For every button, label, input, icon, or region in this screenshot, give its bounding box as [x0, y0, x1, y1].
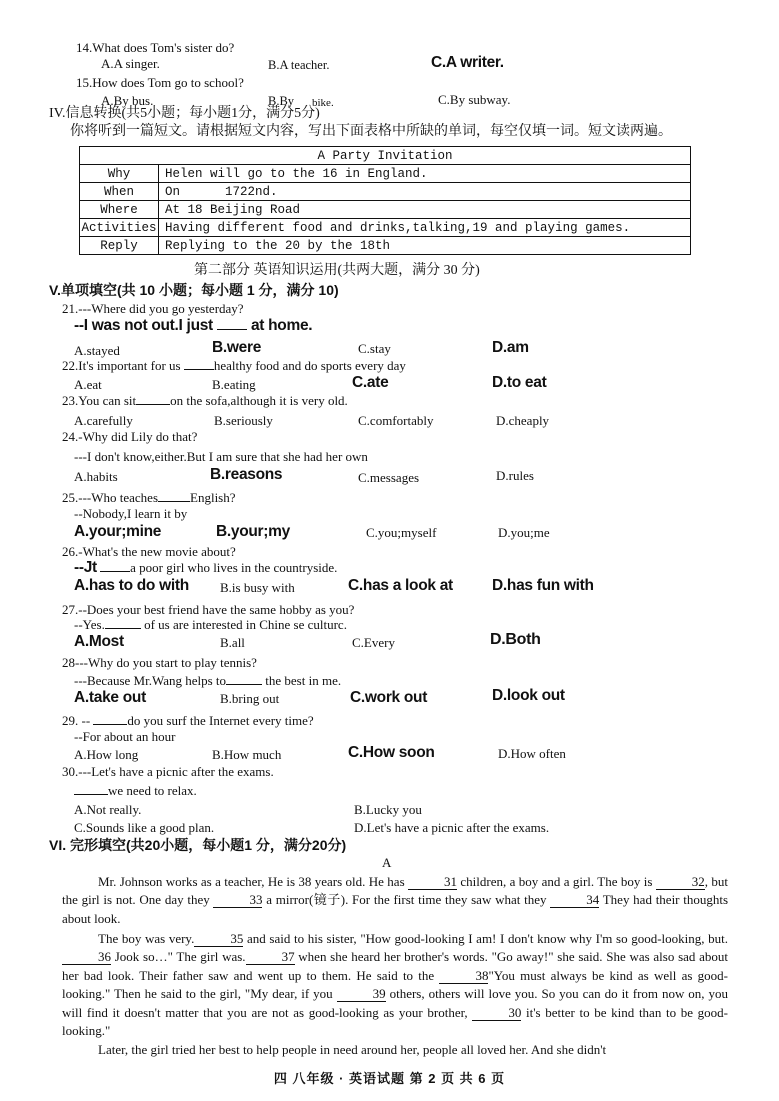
- q24-line2: ---I don't know,either.But I am sure that she had her own: [74, 449, 368, 464]
- p1e: They had their thoughts about look.: [62, 892, 729, 926]
- p3: Later, the girl tried her best to help people in need around her, people all loved her. And she didn't: [98, 1042, 607, 1057]
- q24-option-a: A.habits: [74, 469, 118, 484]
- row-value: At 18 Beijing Road: [159, 201, 691, 219]
- q26-line2a: --Jt: [74, 559, 97, 576]
- q26-option-d: D.has fun with: [492, 577, 594, 594]
- q22-stem-b: healthy food and do sports every day: [213, 358, 406, 373]
- q27-option-d: D.Both: [490, 631, 541, 648]
- q28-line2b: the best in me.: [265, 673, 342, 688]
- row-value: On 1722nd.: [159, 183, 691, 201]
- q25-option-a: A.your;mine: [74, 523, 162, 540]
- q25-stem-a: 25.---Who teaches: [62, 490, 159, 505]
- q21-stem: 21.---Where did you go yesterday?: [62, 301, 244, 316]
- blank-34: 34: [550, 893, 599, 908]
- p2e: "You must always be kind as well as good-looking." Then he said to the girl, "My dear, if you: [62, 967, 729, 1002]
- q14-option-c: C.A writer.: [431, 54, 504, 71]
- q27-stem: 27.--Does your best friend have the same hobby as you?: [62, 602, 355, 617]
- q24-stem: 24.-Why did Lily do that?: [62, 429, 198, 444]
- q21-line2b: at home.: [250, 317, 313, 334]
- table-title: A Party Invitation: [80, 147, 691, 165]
- passage-paragraph-2: [62, 930, 728, 1040]
- q29-option-b: B.How much: [212, 747, 282, 762]
- q15-stem: 15.How does Tom go to school?: [76, 75, 244, 90]
- q15-option-b: B.By: [268, 94, 295, 108]
- table-title-row: [80, 147, 691, 165]
- q26-line2: [74, 560, 337, 576]
- q28-option-c: C.work out: [350, 689, 428, 706]
- q22-option-a: A.eat: [74, 377, 102, 392]
- section-4-title: IV.信息转换(共5小题；每小题1分，满分5分): [49, 106, 320, 121]
- q22-option-b: B.eating: [212, 377, 256, 392]
- q25-option-c: C.you;myself: [366, 525, 437, 540]
- q14-option-b: B.A teacher.: [268, 58, 330, 72]
- invitation-table: [79, 146, 691, 255]
- p2d: when she heard her brother's words. "Go away!" she said. She was also sad about her bad look. Their father saw and went up to them. He said to the: [62, 949, 729, 983]
- section-5-title: V.单项填空(共 10 小题；每小题 1 分，满分 10): [49, 282, 339, 298]
- q24-option-c: C.messages: [358, 470, 420, 485]
- q25-stem-b: English?: [190, 490, 236, 505]
- section-4-instruction: 你将听到一篇短文。请根据短文内容，写出下面表格中所缺的单词，每空仅填一词。短文读两遍。: [70, 124, 672, 139]
- q23-option-c: C.comfortably: [358, 413, 434, 428]
- q28-option-b: B.bring out: [220, 691, 280, 706]
- row-value: Having different food and drinks,talking,19 and playing games.: [159, 219, 691, 237]
- q30-option-a: A.Not really.: [74, 802, 142, 817]
- q22-option-d: D.to eat: [492, 374, 547, 391]
- q22-option-c: C.ate: [352, 374, 389, 391]
- blank-33: 33: [213, 893, 262, 908]
- p1c: , but the girl is not. One day they: [62, 874, 729, 908]
- q29-stem-a: 29. --: [62, 713, 91, 728]
- q21-option-b: B.were: [212, 339, 262, 356]
- passage-paragraph-1: [62, 873, 728, 928]
- q28-line2a: ---Because Mr.Wang helps to: [74, 673, 227, 688]
- blank-32: 32: [656, 875, 705, 890]
- q25-line2: --Nobody,I learn it by: [74, 506, 188, 521]
- row-key: Activities: [81, 220, 157, 235]
- blank-38: 38: [439, 969, 488, 984]
- section-6-title: VI. 完形填空(共20小题，每小题1 分，满分20分): [49, 837, 347, 853]
- q25-option-d: D.you;me: [498, 525, 550, 540]
- q24-option-b: B.reasons: [210, 466, 283, 483]
- q29-option-d: D.How often: [498, 746, 566, 761]
- page-footer: 四 八年级 · 英语试题 第 2 页 共 6 页: [273, 1071, 506, 1086]
- q30-option-d: D.Let's have a picnic after the exams.: [354, 820, 550, 835]
- q26-option-a: A.has to do with: [74, 577, 189, 594]
- row-value: Helen will go to the 16 in England.: [159, 165, 691, 183]
- q26-line2b: a poor girl who lives in the countryside.: [130, 560, 338, 575]
- q28-option-d: D.look out: [492, 687, 565, 704]
- q23-option-b: B.seriously: [214, 413, 273, 428]
- q28-stem: 28---Why do you start to play tennis?: [62, 655, 257, 670]
- p2a: The boy was very.: [98, 931, 195, 946]
- q27-option-b: B.all: [220, 635, 245, 650]
- q22-stem-a: 22.It's important for us: [62, 358, 181, 373]
- row-key: Reply: [80, 237, 159, 255]
- p2c: Jook so…" The girl was.: [114, 949, 246, 965]
- q27-option-c: C.Every: [352, 635, 395, 650]
- q14-option-a: A.A singer.: [101, 56, 160, 71]
- q27-line2: [74, 617, 347, 633]
- table-row: [80, 165, 691, 183]
- p1d: a mirror(镜子). For the first time they saw what they: [266, 892, 547, 908]
- q23-option-a: A.carefully: [74, 413, 133, 428]
- table-row: [80, 237, 691, 255]
- blank-39: 39: [337, 987, 386, 1002]
- q15-option-c: C.By subway.: [438, 92, 511, 107]
- q29-stem: [62, 713, 314, 729]
- q21-line2a: --I was not out.I just: [74, 317, 213, 334]
- p1a: Mr. Johnson works as a teacher, He is 38 years old. He has: [98, 874, 405, 889]
- p2b: and said to his sister, "How good-looking I am! I don't know why I'm so good-looking, but.: [246, 931, 729, 946]
- q26-option-b: B.is busy with: [220, 580, 295, 595]
- blank-37: 37: [246, 950, 295, 965]
- q29-stem-b: do you surf the Internet every time?: [127, 713, 314, 728]
- part-two-heading: 第二部分 英语知识运用(共两大题，满分 30 分): [194, 263, 480, 278]
- table-row: [80, 201, 691, 219]
- q28-option-a: A.take out: [74, 689, 146, 706]
- q27-line2b: of us are interested in Chine se culturc.: [144, 617, 347, 632]
- q23-stem-a: 23.You can sit: [62, 393, 137, 408]
- passage-label: A: [382, 855, 392, 870]
- q21-option-d: D.am: [492, 339, 529, 356]
- q15-option-b-word: bike.: [312, 97, 334, 109]
- q30-line2-text: we need to relax.: [108, 783, 197, 798]
- row-value: Replying to the 20 by the 18th: [159, 237, 691, 255]
- q27-option-a: A.Most: [74, 633, 124, 650]
- q25-stem: [62, 490, 236, 506]
- passage-paragraph-3: [62, 1041, 728, 1059]
- blank-36: 36: [62, 950, 111, 965]
- q29-line2: --For about an hour: [74, 729, 176, 744]
- q15-option-a: A.By bus.: [101, 93, 154, 108]
- q30-stem: 30.---Let's have a picnic after the exams.: [62, 764, 274, 779]
- q24-option-d: D.rules: [496, 468, 534, 483]
- q21-option-c: C.stay: [358, 341, 391, 356]
- q23-option-d: D.cheaply: [496, 413, 550, 428]
- q21-line2: [74, 318, 312, 334]
- row-key: Where: [80, 201, 159, 219]
- blank-31: 31: [408, 875, 457, 890]
- table-row: [80, 183, 691, 201]
- row-key: When: [80, 183, 159, 201]
- q25-option-b: B.your;my: [216, 523, 290, 540]
- p2g: it's better to be kind than to be good-looking.": [62, 1004, 728, 1039]
- p1b: children, a boy and a girl. The boy is: [460, 874, 653, 889]
- q22-stem: [62, 358, 406, 374]
- q23-stem-b: on the sofa,although it is very old.: [170, 393, 348, 408]
- q27-line2a: --Yes.: [74, 617, 105, 632]
- q29-option-a: A.How long: [74, 747, 139, 762]
- q23-stem: [62, 393, 348, 409]
- q26-option-c: C.has a look at: [348, 577, 453, 594]
- q28-line2: [74, 673, 341, 689]
- q14-stem: 14.What does Tom's sister do?: [76, 40, 235, 55]
- row-key: Why: [80, 165, 159, 183]
- blank-35: 35: [194, 932, 243, 947]
- q30-option-b: B.Lucky you: [354, 802, 422, 817]
- q29-option-c: C.How soon: [348, 744, 435, 761]
- q26-stem: 26.-What's the new movie about?: [62, 544, 236, 559]
- table-row: [80, 219, 691, 237]
- p2f: others, others will love you. So you can do it from now on, you will find it doesn't matter that you are not as good-looking as your brother,: [62, 986, 728, 1020]
- q21-option-a: A.stayed: [74, 343, 120, 358]
- q30-line2: [74, 783, 197, 799]
- q30-option-c: C.Sounds like a good plan.: [74, 820, 215, 835]
- blank-30: 30: [472, 1006, 521, 1021]
